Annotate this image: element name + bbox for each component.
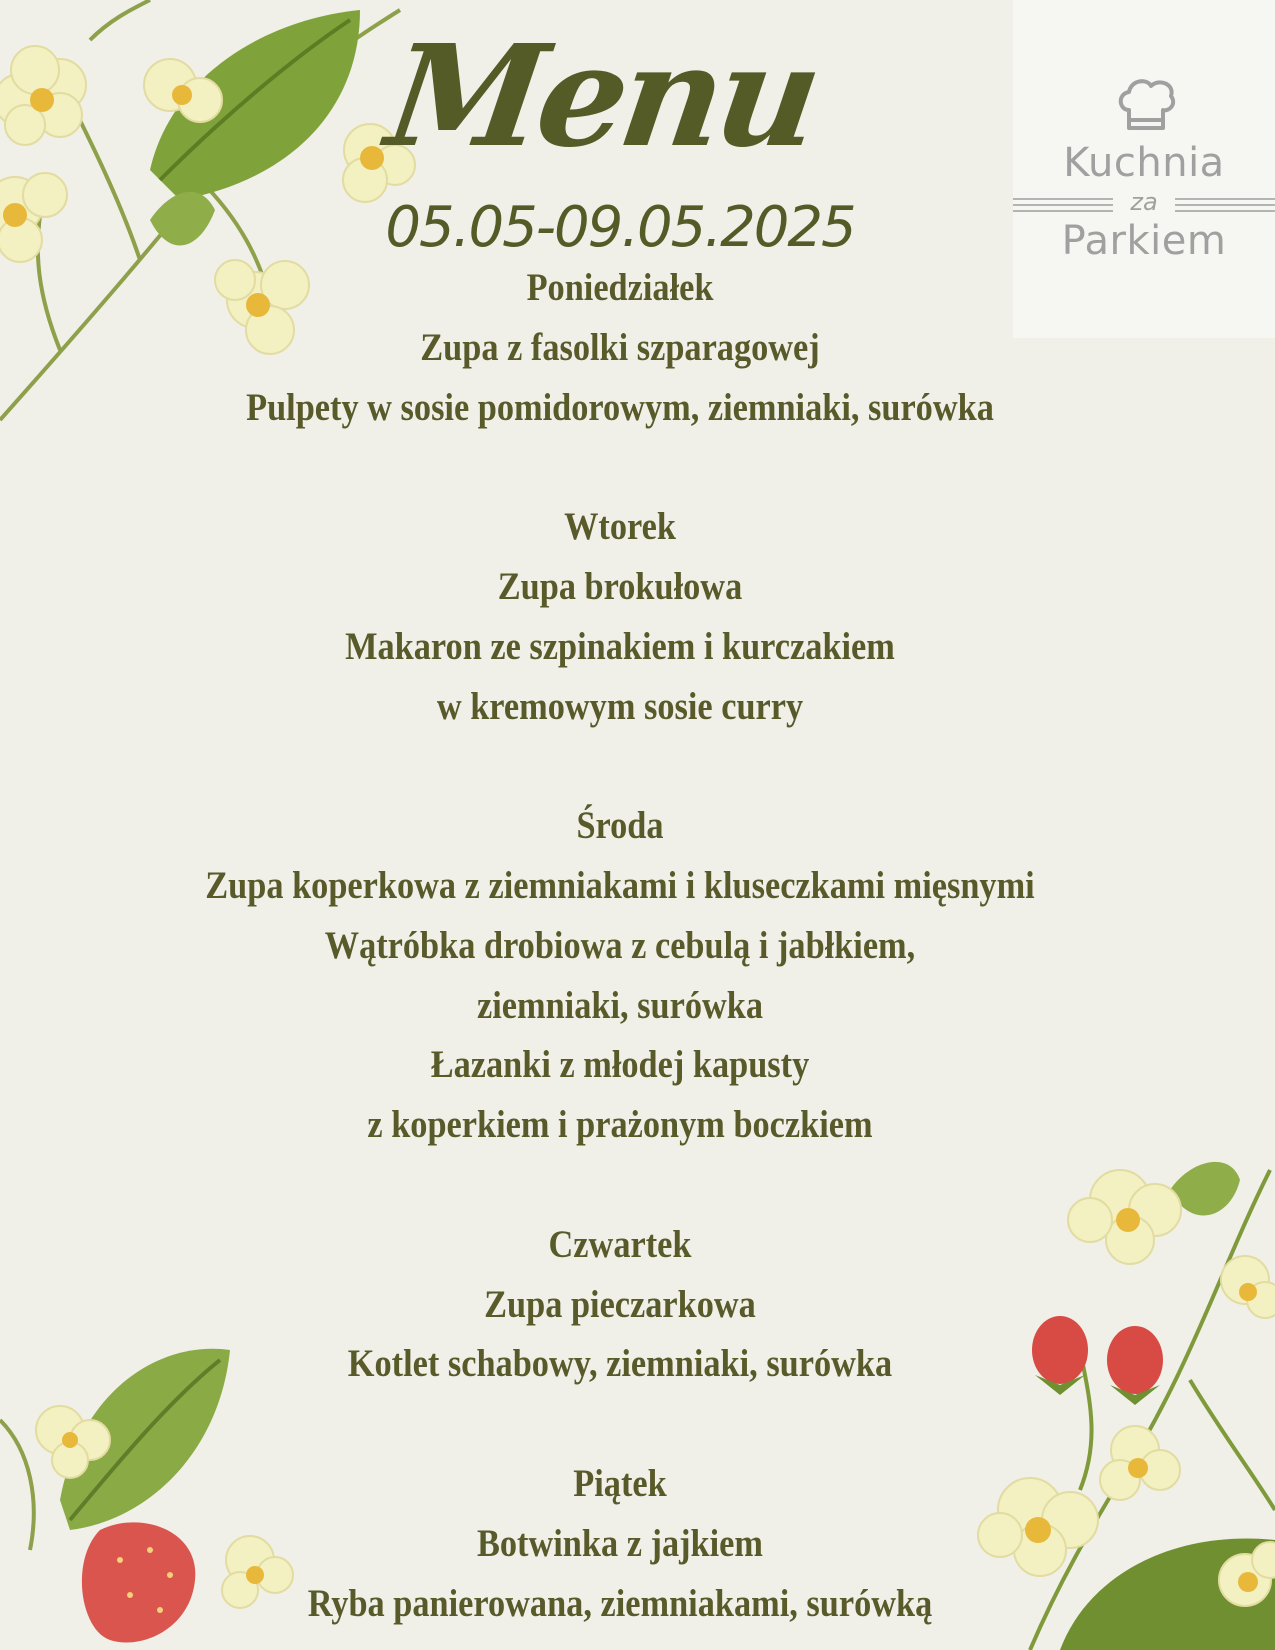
dish-item: Zupa z fasolki szparagowej bbox=[420, 325, 820, 369]
logo-word-kuchnia: Kuchnia bbox=[1063, 140, 1225, 186]
date-range: 05.05-09.05.2025 bbox=[385, 195, 855, 260]
spacer bbox=[120, 1155, 1120, 1215]
dish-item: Makaron ze szpinakiem i kurczakiem bbox=[345, 624, 895, 668]
spacer bbox=[120, 736, 1120, 796]
day-name-thursday: Czwartek bbox=[548, 1222, 692, 1266]
menu-title: Menu bbox=[378, 15, 826, 179]
logo-word-za: za bbox=[1130, 188, 1158, 216]
chef-hat-icon bbox=[1115, 76, 1177, 134]
spacer bbox=[120, 1394, 1120, 1454]
dish-item: w kremowym sosie curry bbox=[436, 684, 804, 728]
logo-word-parkiem: Parkiem bbox=[1061, 218, 1227, 264]
dish-item: z koperkiem i prażonym boczkiem bbox=[367, 1103, 873, 1147]
day-name-wednesday: Środa bbox=[576, 804, 664, 848]
dish-item: Wątróbka drobiowa z cebulą i jabłkiem, bbox=[324, 923, 916, 967]
dish-item: Łazanki z młodej kapusty bbox=[430, 1043, 810, 1087]
dish-item: ziemniaki, surówka bbox=[476, 983, 764, 1027]
dish-item: Zupa koperkowa z ziemniakami i kluseczkami mięsnymi bbox=[205, 863, 1035, 907]
day-name-monday: Poniedziałek bbox=[526, 266, 714, 309]
dish-item: Pulpety w sosie pomidorowym, ziemniaki, surówka bbox=[246, 385, 994, 429]
dish-item: Botwinka z jajkiem bbox=[477, 1521, 763, 1565]
weekly-menu bbox=[120, 258, 1120, 1633]
day-name-tuesday: Wtorek bbox=[564, 505, 676, 549]
dish-item: Zupa pieczarkowa bbox=[484, 1282, 756, 1326]
dish-item: Zupa brokułowa bbox=[497, 564, 743, 608]
dish-item: Ryba panierowana, ziemniakami, surówką bbox=[307, 1581, 933, 1625]
spacer bbox=[120, 437, 1120, 497]
dish-item: Kotlet schabowy, ziemniaki, surówka bbox=[347, 1342, 893, 1386]
day-name-friday: Piątek bbox=[573, 1461, 667, 1505]
